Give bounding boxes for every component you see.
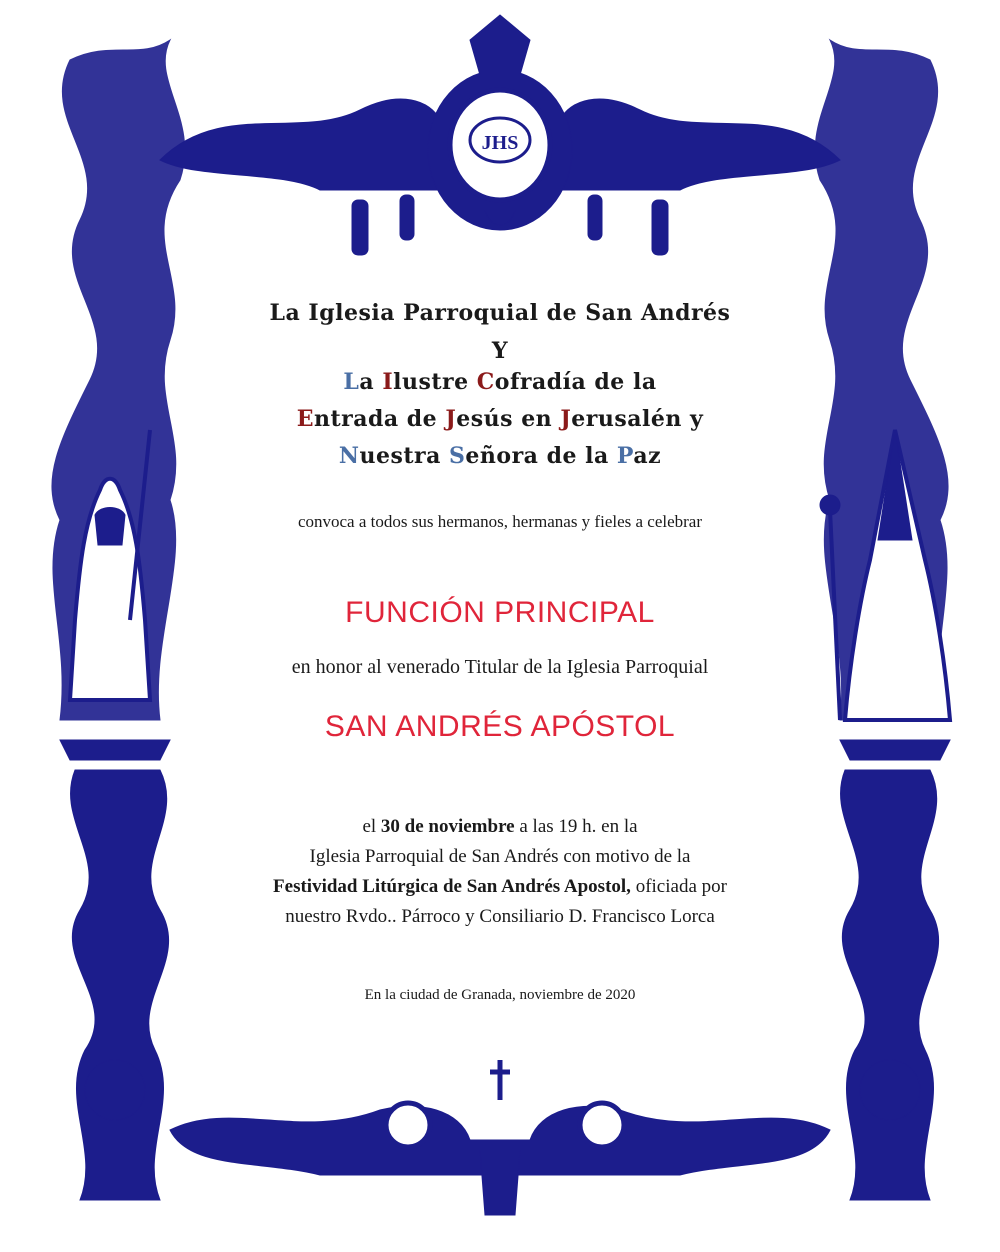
festivity-name: Festividad Litúrgica de San Andrés Apostol, — [273, 876, 631, 897]
cap-letter: C — [476, 369, 495, 395]
header-text: ntrada de — [314, 406, 446, 432]
details-text: oficiada por — [630, 876, 727, 897]
saint-name: SAN ANDRÉS APÓSTOL — [324, 710, 676, 743]
jhs-monogram: JHS — [481, 132, 519, 154]
header-line-5 — [0, 443, 1000, 469]
cap-letter: J — [560, 406, 572, 432]
header-line-1: La Iglesia Parroquial de San Andrés — [269, 300, 731, 326]
header-text: erusalén y — [571, 406, 704, 432]
header-text: a — [359, 369, 383, 395]
details-line-4: nuestro Rvdo.. Párroco y Consiliario D. Francisco Lorca — [285, 906, 715, 927]
details-line-3 — [0, 876, 1000, 898]
cap-letter: E — [296, 406, 314, 432]
header-text: az — [633, 443, 662, 469]
header-text: eñora de la — [465, 443, 617, 469]
event-title: FUNCIÓN PRINCIPAL — [345, 596, 655, 629]
footer-place-date: En la ciudad de Granada, noviembre de 2020 — [364, 987, 636, 1003]
invite-line: convoca a todos sus hermanos, hermanas y fieles a celebrar — [297, 512, 703, 531]
cap-letter: P — [616, 443, 634, 469]
bottom-border-ornament — [170, 1060, 830, 1215]
event-date: 30 de noviembre — [380, 816, 515, 837]
header-text: lustre — [393, 369, 477, 395]
cap-letter: S — [449, 443, 466, 469]
header-text: ofradía de la — [494, 369, 657, 395]
header-line-2: Y — [491, 338, 509, 364]
cap-letter: I — [382, 369, 394, 395]
details-line-2: Iglesia Parroquial de San Andrés con motivo de la — [309, 846, 691, 867]
details-line-1 — [0, 816, 1000, 838]
cap-letter: N — [338, 443, 360, 469]
header-line-3 — [0, 369, 1000, 395]
header-line-4 — [0, 406, 1000, 432]
cap-letter: J — [445, 406, 457, 432]
details-text: a las 19 h. en la — [514, 816, 638, 837]
header-text: esús en — [456, 406, 561, 432]
honor-line: en honor al venerado Titular de la Iglesia Parroquial — [291, 656, 709, 678]
header-text: uestra — [359, 443, 450, 469]
cap-letter: L — [343, 369, 360, 395]
details-text: el — [362, 816, 381, 837]
